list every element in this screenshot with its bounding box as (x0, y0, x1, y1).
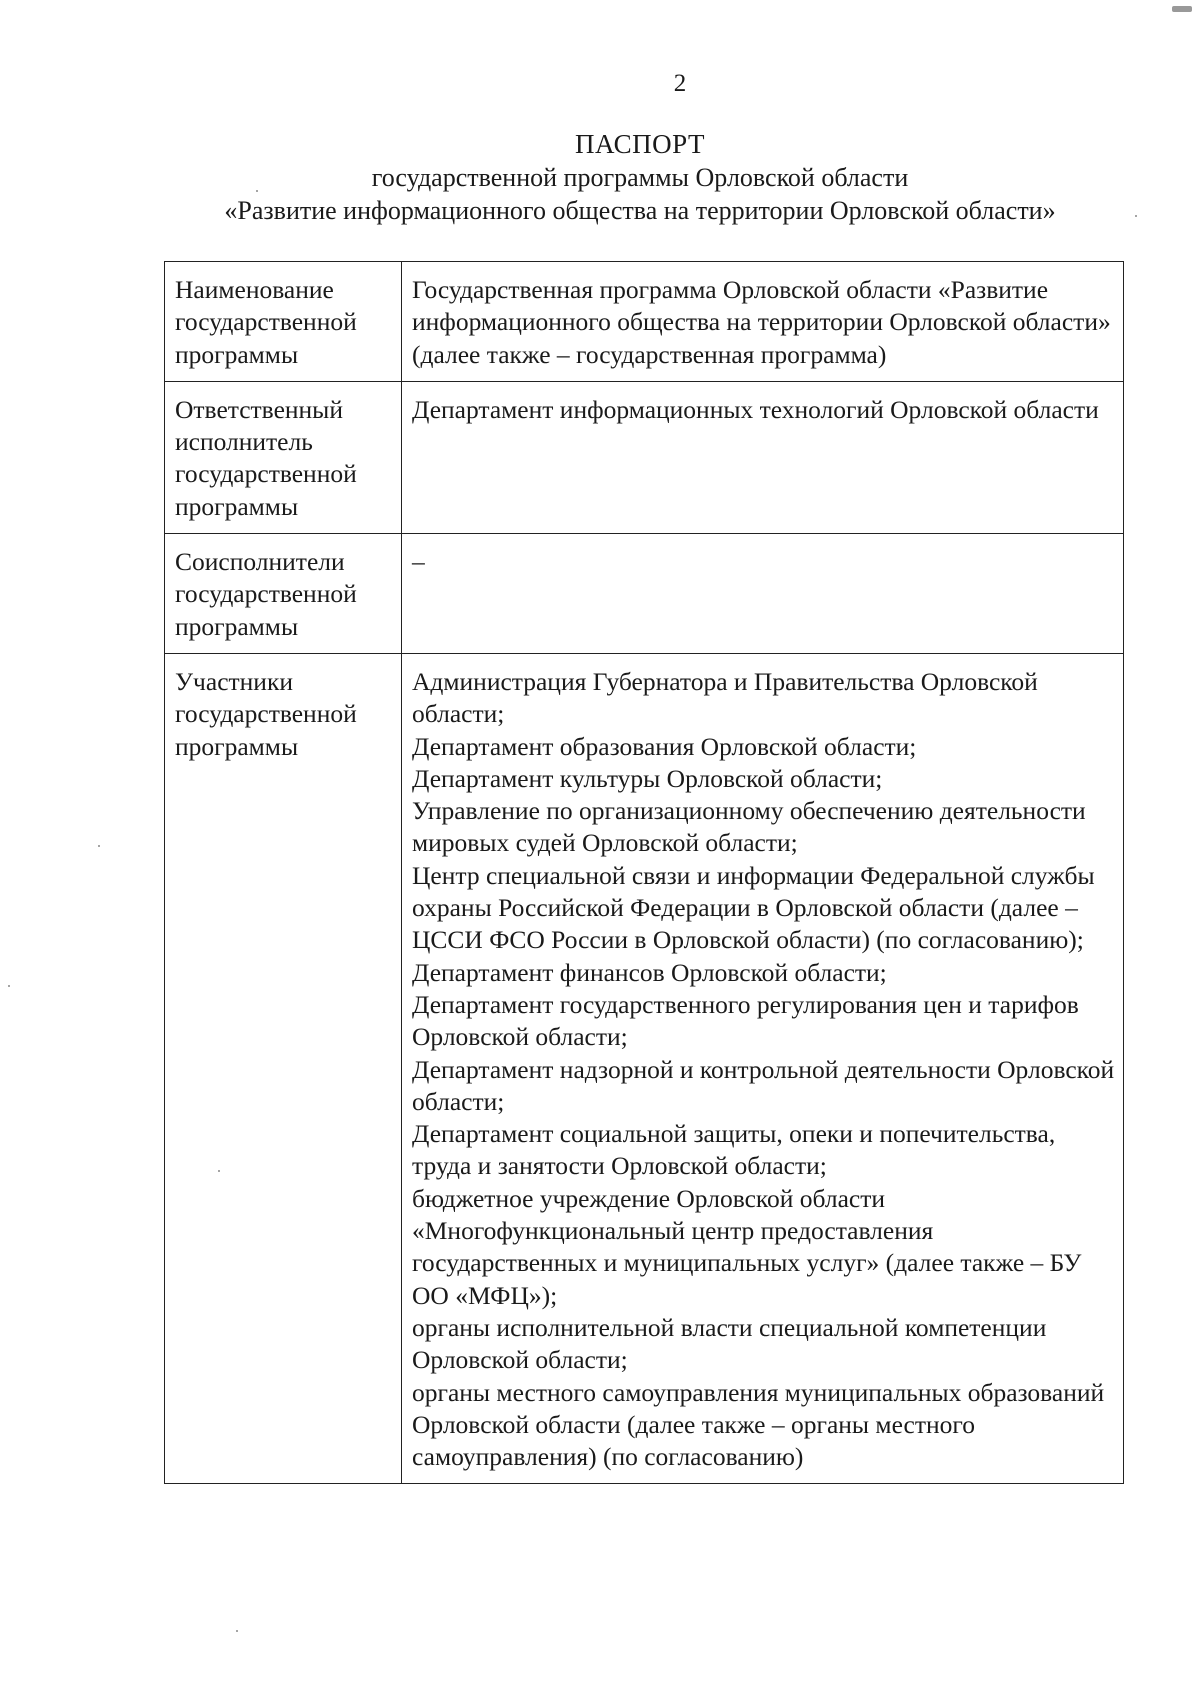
row-label-program-name: Наименование государственной программы (165, 262, 402, 382)
row-label-participants: Участники государственной программы (165, 653, 402, 1483)
row-label-responsible-executor: Ответственный исполнитель государственной программы (165, 381, 402, 533)
document-title: ПАСПОРТ (575, 129, 705, 159)
participant-item: органы местного самоуправления муниципальных образований Орловской области (далее также – органы местного самоуправления) (по согласованию) (412, 1377, 1105, 1472)
participant-item: Департамент социальной защиты, опеки и попечительства, труда и занятости Орловской области; (412, 1119, 1056, 1181)
participant-item: Управление по организационному обеспечению деятельности мировых судей Орловской области; (412, 796, 1086, 858)
participant-item: Департамент финансов Орловской области; (412, 957, 887, 987)
document-subtitle-line-2: «Развитие информационного общества на территории Орловской области» (224, 196, 1056, 225)
participant-item: Центр специальной связи и информации Федеральной службы охраны Российской Федерации в Орловской области (далее – ЦССИ ФСО России в Орловской области) (по согласованию); (412, 860, 1095, 955)
scan-speck (8, 985, 10, 987)
document-subtitle-line-1: государственной программы Орловской области (371, 163, 909, 192)
scan-speck (218, 1170, 220, 1172)
participant-item: Департамент надзорной и контрольной деятельности Орловской области; (412, 1054, 1115, 1116)
scan-speck (98, 845, 100, 847)
row-value-participants (402, 653, 1124, 1483)
table-row (165, 534, 1124, 654)
table-row (165, 381, 1124, 533)
table-row (165, 262, 1124, 382)
row-value-responsible-executor: Департамент информационных технологий Орловской области (402, 381, 1124, 533)
document-header (180, 128, 1100, 227)
scan-speck (236, 1630, 238, 1632)
participant-item: Администрация Губернатора и Правительства Орловской области; (412, 666, 1038, 729)
passport-table (164, 261, 1124, 1484)
table-row (165, 653, 1124, 1483)
participant-item: Департамент государственного регулирования цен и тарифов Орловской области; (412, 989, 1079, 1052)
scan-speck (1135, 215, 1137, 217)
scan-speck (256, 190, 258, 192)
participant-item: органы исполнительной власти специальной компетенции Орловской области; (412, 1312, 1047, 1375)
participant-item: бюджетное учреждение Орловской области «Многофункциональный центр предоставления государственных и муниципальных услуг» (далее также – БУ ОО «МФЦ»); (412, 1183, 1082, 1310)
page-number: 2 (673, 70, 687, 97)
row-value-co-executors: – (402, 534, 1124, 654)
row-value-program-name: Государственная программа Орловской области «Развитие информационного общества на территории Орловской области» (далее также – государственная программа) (402, 262, 1124, 382)
row-label-co-executors: Соисполнители государственной программы (165, 534, 402, 654)
scan-mark (1172, 6, 1192, 12)
participant-item: Департамент образования Орловской области; (412, 731, 917, 761)
participant-item: Департамент культуры Орловской области; (412, 763, 883, 793)
